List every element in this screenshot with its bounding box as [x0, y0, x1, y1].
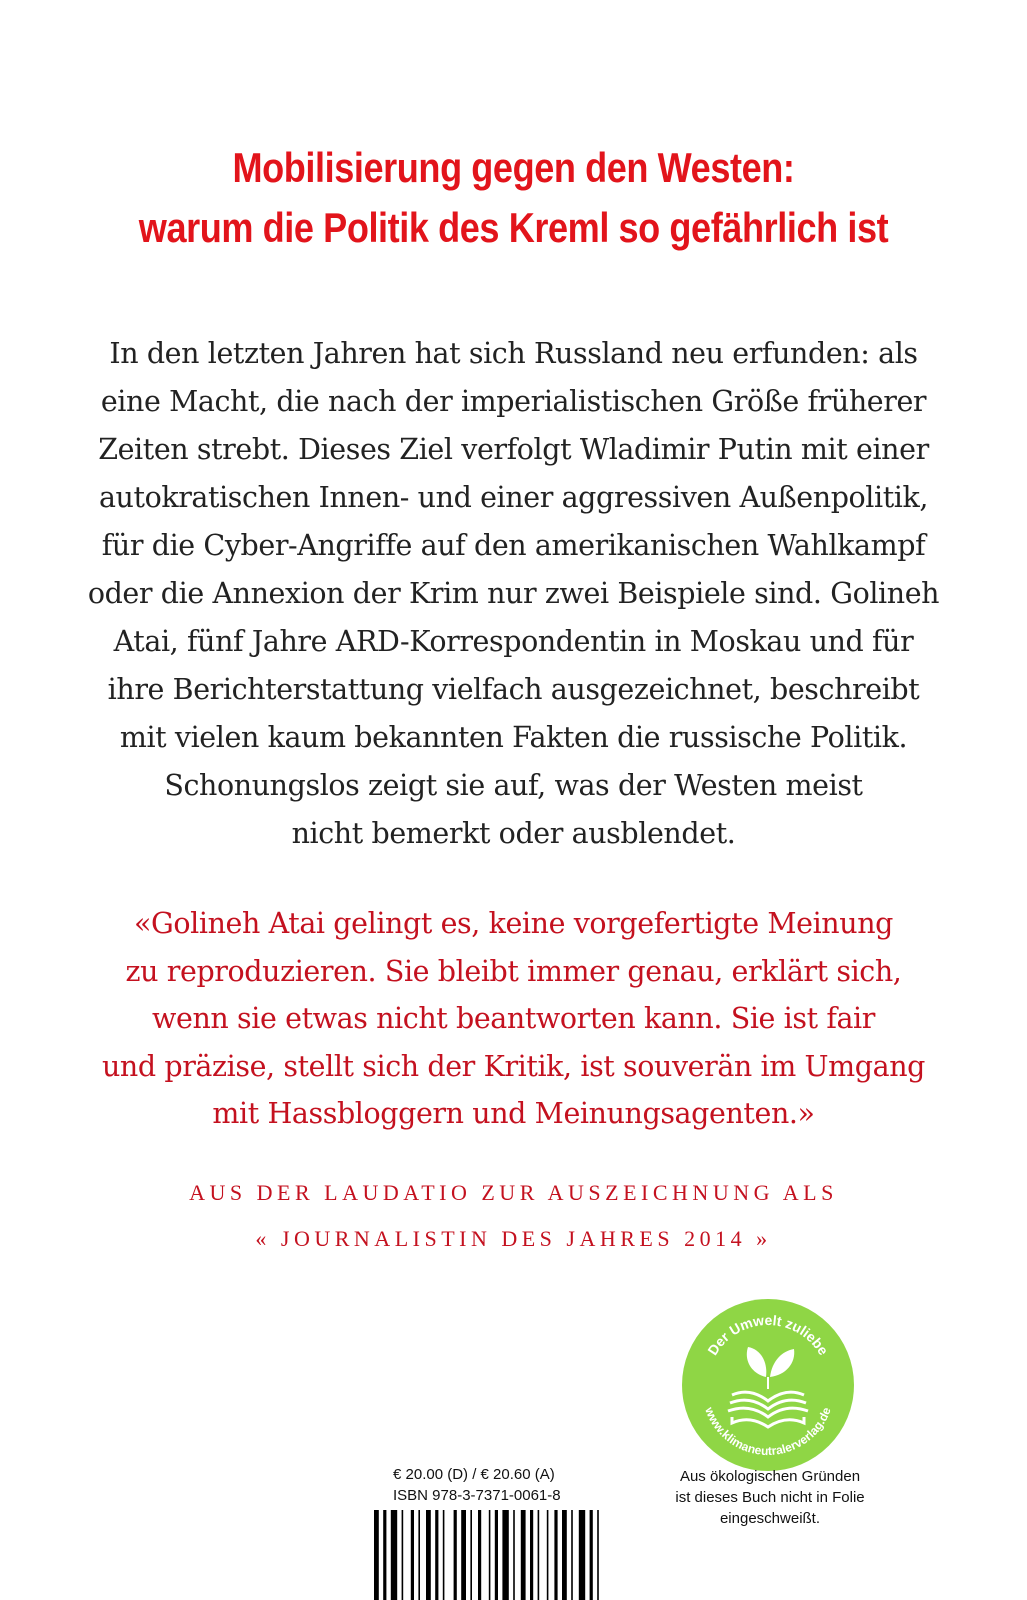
barcode-bar	[513, 1510, 515, 1600]
description-line: ihre Berichterstattung vielfach ausgezeichnet, beschreibt	[107, 673, 920, 706]
barcode-bar	[418, 1510, 420, 1600]
barcode-bar	[402, 1510, 404, 1600]
price-block	[393, 1464, 561, 1506]
quote-line: «Golineh Atai gelingt es, keine vorgefertigte Meinung	[133, 907, 893, 940]
description-line: Atai, fünf Jahre ARD-Korrespondentin in Moskau und für	[113, 625, 914, 658]
barcode-bar	[538, 1510, 540, 1600]
quote-line: wenn sie etwas nicht beantworten kann. Sie ist fair	[152, 1002, 875, 1035]
headline	[72, 138, 955, 258]
description-line: In den letzten Jahren hat sich Russland neu erfunden: als	[109, 337, 918, 370]
barcode-bar	[374, 1510, 379, 1600]
barcode-bar	[579, 1510, 585, 1600]
quote-line: mit Hassbloggern und Meinungsagenten.»	[212, 1097, 815, 1130]
barcode-bar	[383, 1510, 386, 1600]
barcode-bar	[411, 1510, 414, 1600]
barcode-bar	[391, 1510, 397, 1600]
barcode-bar	[547, 1510, 549, 1600]
eco-note-line: Aus ökologischen Gründen	[679, 1468, 861, 1485]
description-line: mit vielen kaum bekannten Fakten die russische Politik.	[119, 721, 908, 754]
eco-badge-top-text: Der Umwelt zuliebe	[704, 1311, 832, 1358]
barcode-bar	[521, 1510, 526, 1600]
barcode-bar	[443, 1510, 445, 1600]
barcode-bar	[562, 1510, 567, 1600]
description-line: nicht bemerkt oder ausblendet.	[291, 817, 736, 850]
eco-note-line: eingeschweißt.	[719, 1510, 821, 1527]
attribution-line-2: « JOURNALISTIN DES JAHRES 2014 »	[255, 1226, 772, 1251]
description-line: autokratischen Innen- und einer aggressiven Außenpolitik,	[98, 481, 929, 514]
description-line: oder die Annexion der Krim nur zwei Beispiele sind. Golineh	[87, 577, 940, 610]
barcode-bar	[495, 1510, 498, 1600]
quote-line: und präzise, stellt sich der Kritik, ist souverän im Umgang	[101, 1049, 926, 1083]
barcode-bar	[435, 1510, 438, 1600]
laudatio-quote	[60, 900, 967, 1138]
barcode-bar	[489, 1510, 491, 1600]
eco-note	[640, 1466, 900, 1529]
barcode-bar	[571, 1510, 573, 1600]
description-line: Schonungslos zeigt sie auf, was der Westen meist	[164, 769, 863, 802]
quote-line: zu reproduzieren. Sie bleibt immer genau, erklärt sich,	[125, 954, 902, 988]
barcode-bar	[554, 1510, 557, 1600]
barcode-bar	[597, 1510, 599, 1600]
eco-badge-url-text: www.klimaneutralerverlag.de	[702, 1405, 834, 1459]
barcode-bar	[502, 1510, 508, 1600]
headline-line-1: Mobilisierung gegen den Westen:	[232, 144, 795, 191]
description-line: eine Macht, die nach der imperialistischen Größe früherer	[100, 385, 927, 418]
barcode-bar	[530, 1510, 533, 1600]
attribution-line-1: AUS DER LAUDATIO ZUR AUSZEICHNUNG ALS	[189, 1180, 838, 1205]
price: € 20.00 (D) / € 20.60 (A)	[393, 1466, 555, 1483]
quote-attribution	[0, 1170, 1027, 1262]
eco-badge	[680, 1297, 856, 1473]
barcode-bar	[590, 1510, 593, 1600]
isbn: ISBN 978-3-7371-0061-8	[393, 1487, 561, 1504]
barcode-bar	[478, 1510, 481, 1600]
barcode	[370, 1510, 600, 1600]
headline-line-2: warum die Politik des Kreml so gefährlich ist	[138, 204, 889, 251]
description	[60, 330, 967, 858]
barcode-bar	[461, 1510, 466, 1600]
barcode-bar	[470, 1510, 472, 1600]
description-line: Zeiten strebt. Dieses Ziel verfolgt Wladimir Putin mit einer	[98, 433, 929, 466]
description-line: für die Cyber-Angriffe auf den amerikanischen Wahlkampf	[101, 529, 926, 562]
barcode-bar	[454, 1510, 457, 1600]
eco-note-line: ist dieses Buch nicht in Folie	[675, 1489, 865, 1506]
barcode-bar	[426, 1510, 431, 1600]
